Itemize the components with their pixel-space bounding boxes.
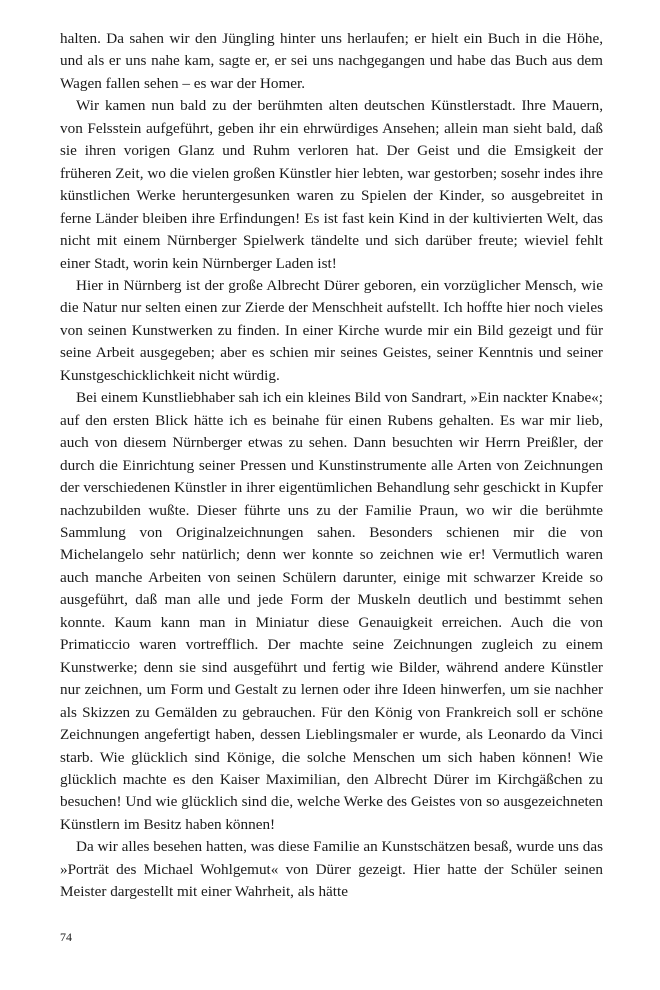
page-number: 74 <box>60 930 72 944</box>
paragraph-4: Bei einem Kunstliebhaber sah ich ein kleines Bild von Sandrart, »Ein nackter Knabe«; auf den ersten Blick hätte ich es beinahe für einen Rubens gehalten. Es war mir lieb, auch von diesem Nürnberger etwas zu sehen. Dann besuchten wir Herrn Preißler, der durch die Einrichtung seiner Pressen und Kunstinstrumente alle Arten von Zeichnungen der verschiedenen Künstler in ihrer eigentümlichen Behandlung sehr geschickt in Kupfer nachzubilden wußte. Dieser führte uns zu der Familie Praun, wo wir die berühmte Sammlung von Originalzeichnungen sahen. Besonders schienen mir die von Michelangelo sehr natürlich; denn wer konnte so zeichnen wie er! Vermutlich waren auch manche Arbeiten von seinen Schülern darunter, einige mit schwarzer Kreide so ausgeführt, daß man alle und jede Form der Muskeln deutlich und bestimmt sehen konnte. Kaum kann man in Miniatur diese Genauigkeit erreichen. Auch die von Primaticcio waren vortrefflich. Der machte seine Zeichnungen zugleich zu einem Kunstwerke; denn sie sind ausgeführt und fertig wie Bilder, während andere Künstler nur zeichnen, um Form und Gestalt zu lernen oder ihre Ideen hinwerfen, um sie nachher als Skizzen zu Gemälden zu gebrauchen. Für den König von Frankreich soll er schöne Zeichnungen angefertigt haben, dessen Lieblingsmaler er wurde, als Leonardo da Vinci starb. Wie glücklich sind Könige, die solche Menschen um sich haben können! Wie glücklich machte es den Kaiser Maximilian, den Albrecht Dürer im Kirchgäßchen zu besuchen! Und wie glücklich sind die, welche Werke des Geistes von so ausgezeichneten Künstlern im Besitz haben können! <box>60 389 603 833</box>
page-body <box>60 28 603 904</box>
paragraph-5: Da wir alles besehen hatten, was diese Familie an Kunstschätzen besaß, wurde uns das »Porträt des Michael Wohlgemut« von Dürer gezeigt. Hier hatte der Schüler seinen Meister dargestellt mit einer Wahrheit, als hätte <box>60 838 603 901</box>
paragraph-1: halten. Da sahen wir den Jüngling hinter uns herlaufen; er hielt ein Buch in die Höhe, und als er uns nahe kam, sagte er, er sei uns nachgegangen und habe das Buch aus dem Wagen fallen sehen – es war der Homer. <box>60 30 603 92</box>
paragraph-2: Wir kamen nun bald zu der berühmten alten deutschen Künstlerstadt. Ihre Mauern, von Felsstein aufgeführt, geben ihr ein ehrwürdiges Ansehen; allein man sieht bald, daß sie ihren vorigen Glanz und Ruhm verloren hat. Der Geist und die Emsigkeit der früheren Zeit, wo die vielen großen Künstler hier lebten, war gestorben; sosehr indes ihre künstlichen Werke heruntergesunken waren zu Spielen der Kinder, so ausgebreitet in ferne Länder bleiben ihre Erfindungen! Es ist fast kein Kind in der kultivierten Welt, das nicht mit einem Nürnberger Spielwerk tändelte und sich darüber freute; wieviel fehlt einer Stadt, worin kein Nürnberger Laden ist! <box>60 97 603 272</box>
paragraph-3: Hier in Nürnberg ist der große Albrecht Dürer geboren, ein vorzüglicher Mensch, wie die Natur nur selten einen zur Zierde der Menschheit aufstellt. Ich hoffte hier noch vieles von seinen Kunstwerken zu finden. In einer Kirche wurde mir ein Bild gezeigt und für seine Arbeit ausgegeben; aber es schien mir seines Geistes, seiner Kenntnis und seiner Kunstgeschicklichkeit nicht würdig. <box>60 276 603 384</box>
